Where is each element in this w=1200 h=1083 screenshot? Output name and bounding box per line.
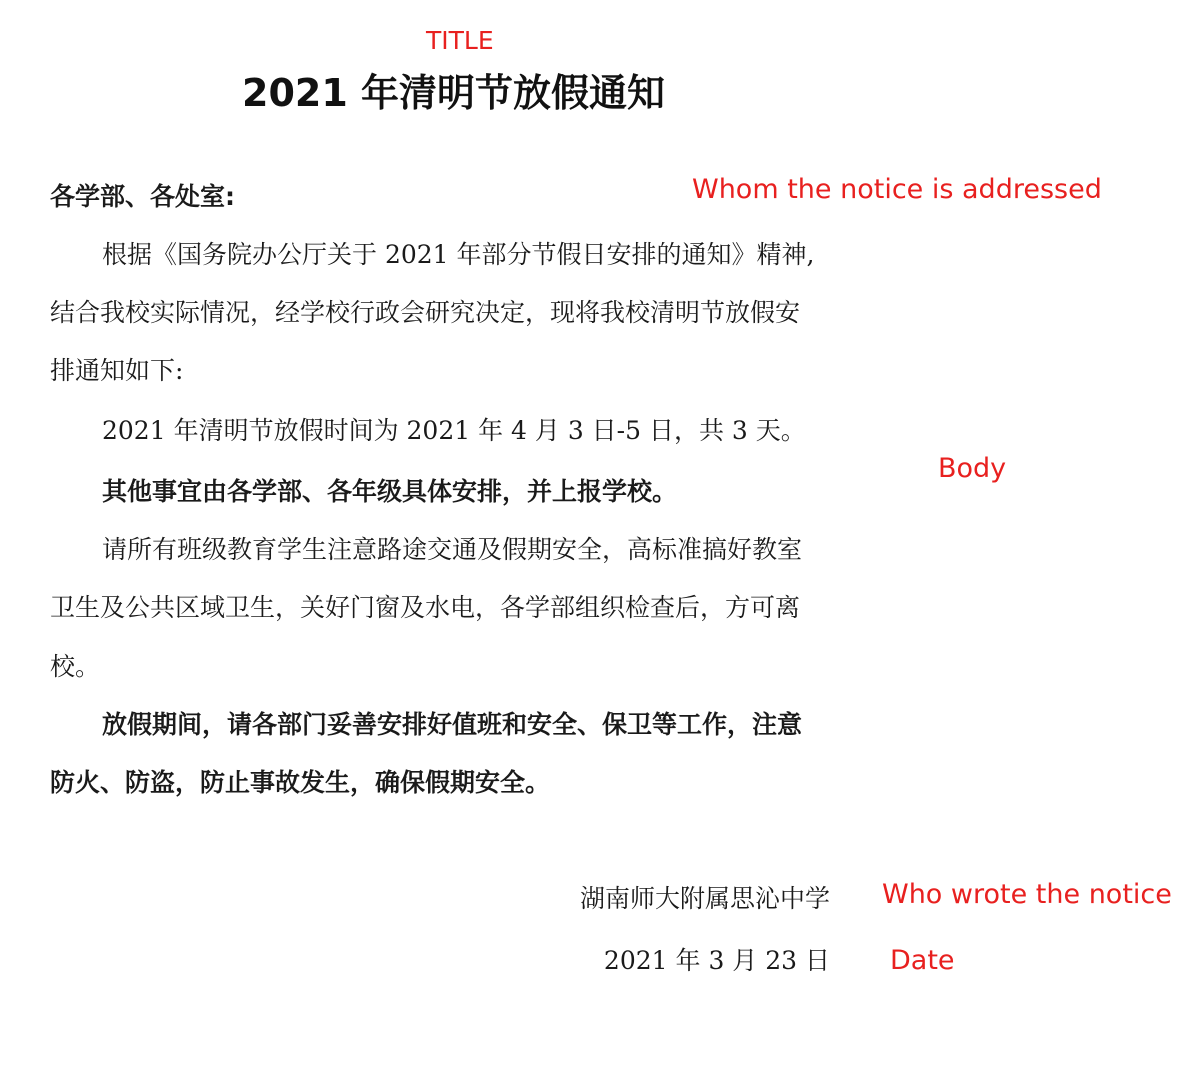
body-line-3: 排通知如下: <box>50 356 184 385</box>
body-line-7: 卫生及公共区域卫生，关好门窗及水电，各学部组织检查后，方可离 <box>50 593 801 622</box>
body-line-9: 放假期间，请各部门妥善安排好值班和安全、保卫等工作，注意 <box>102 710 803 739</box>
annotation-addressee: Whom the notice is addressed <box>692 174 1102 205</box>
body-line-10: 防火、防盗，防止事故发生，确保假期安全。 <box>50 768 551 797</box>
body-line-1: 根据《国务院办公厅关于 2021 年部分节假日安排的通知》精神, <box>102 240 815 269</box>
annotation-body: Body <box>938 453 1007 484</box>
body-line-4: 2021 年清明节放假时间为 2021 年 4 月 3 日-5 日，共 3 天。 <box>102 416 806 445</box>
body-line-6: 请所有班级教育学生注意路途交通及假期安全，高标准搞好教室 <box>102 535 803 564</box>
annotation-title: TITLE <box>426 26 494 55</box>
body-line-5: 其他事宜由各学部、各年级具体安排，并上报学校。 <box>102 477 678 506</box>
notice-title: 2021 年清明节放假通知 <box>242 71 665 115</box>
annotation-date: Date <box>890 945 955 976</box>
body-line-8: 校。 <box>50 652 101 681</box>
notice-date: 2021 年 3 月 23 日 <box>603 946 830 975</box>
notice-salutation: 各学部、各处室: <box>50 182 235 211</box>
annotation-author: Who wrote the notice <box>882 879 1172 910</box>
body-line-2: 结合我校实际情况，经学校行政会研究决定，现将我校清明节放假安 <box>50 298 801 327</box>
notice-signature: 湖南师大附属思沁中学 <box>579 884 830 913</box>
